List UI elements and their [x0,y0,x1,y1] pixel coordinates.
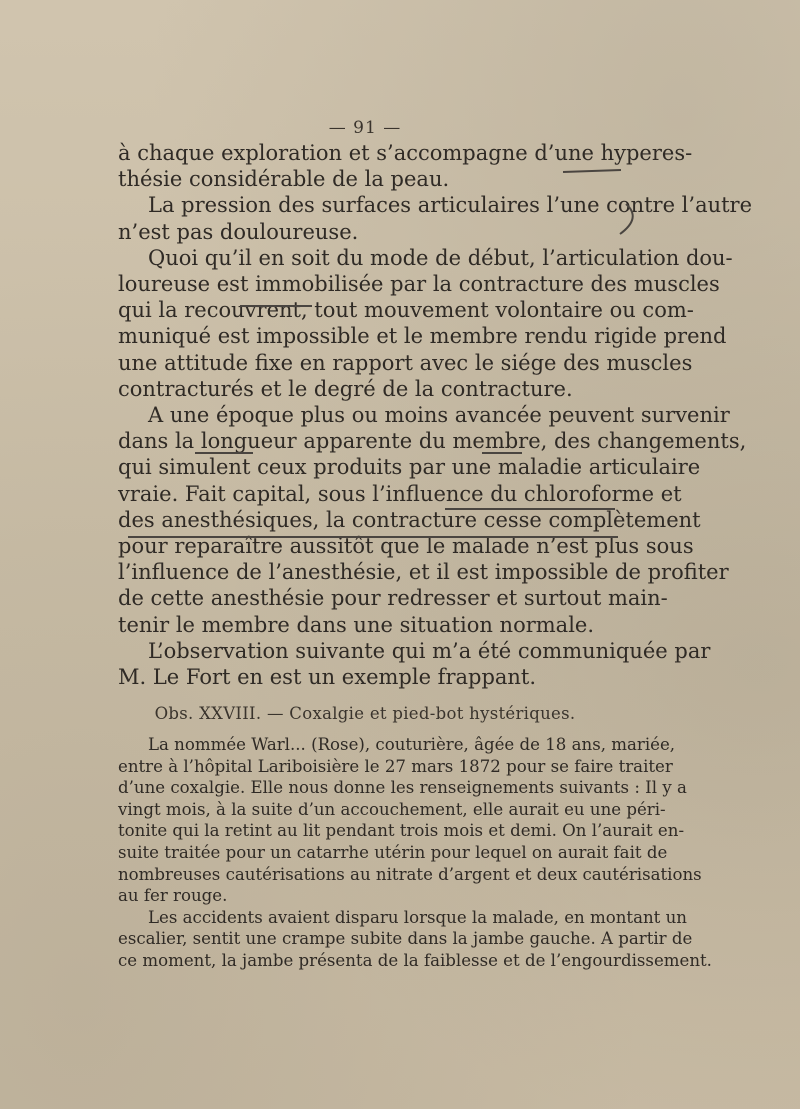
text-line: au fer rouge. [118,886,228,906]
text-line: l’influence de l’anesthésie, et il est impossible de profiter [118,560,729,585]
pencil-underline [482,452,522,454]
observation-title: Obs. XXVIII. — Coxalgie et pied-bot hystériques. [154,704,576,723]
text-line: suite traitée pour un catarrhe utérin pour lequel on aurait fait de [118,842,668,862]
text-line: qui la recouvrent, tout mouvement volontaire ou com- [118,298,694,323]
text-line: escalier, sentit une crampe subite dans la jambe gauche. A partir de [118,929,693,949]
text-line: ce moment, la jambe présenta de la faiblesse et de l’engourdissement. [118,950,712,970]
text-line: thésie considérable de la peau. [118,167,450,192]
main-text [118,140,753,690]
page-number: — 91 — [328,118,402,138]
text-line: des anesthésiques, la contracture cesse complètement [118,507,701,532]
text-line: A une époque plus ou moins avancée peuvent survenir [148,403,730,428]
text-line: tenir le membre dans une situation normale. [118,612,595,637]
text-line: nombreuses cautérisations au nitrate d’argent et deux cautérisations [118,864,702,884]
pencil-underline [445,508,615,510]
text-line: une attitude fixe en rapport avec le siége des muscles [118,350,693,375]
observation-text [118,734,712,972]
pencil-underline [128,536,618,538]
text-line: d’une coxalgie. Elle nous donne les renseignements suivants : Il y a [118,778,687,798]
text-line: pour reparaître aussitôt que le malade n’est plus sous [118,534,694,559]
text-line: muniqué est impossible et le membre rendu rigide prend [118,324,727,349]
text-line: La nommée Warl... (Rose), couturière, âgée de 18 ans, mariée, [148,735,676,754]
text-line: vraie. Fait capital, sous l’influence du chloroforme et [118,481,682,506]
text-line: dans la longueur apparente du membre, des changements, [118,429,747,454]
text-line: de cette anesthésie pour redresser et surtout main- [118,586,668,611]
text-line: M. Le Fort en est un exemple frappant. [118,665,537,690]
pencil-bracket-icon [612,200,652,240]
text-line: loureuse est immobilisée par la contracture des muscles [118,272,720,297]
pencil-underline [240,305,312,307]
text-line: contracturés et le degré de la contracture. [118,376,573,401]
text-line: vingt mois, à la suite d’un accouchement, elle aurait eu une péri- [118,799,666,819]
text-line: entre à l’hôpital Lariboisière le 27 mars 1872 pour se faire traiter [118,756,673,776]
pencil-underline [195,452,253,454]
text-line: à chaque exploration et s’accompagne d’une hyperes- [118,141,693,165]
text-line: Les accidents avaient disparu lorsque la malade, en montant un [148,907,687,927]
text-line: qui simulent ceux produits par une maladie articulaire [118,455,701,480]
text-line: n’est pas douloureuse. [118,219,359,244]
text-line: tonite qui la retint au lit pendant trois mois et demi. On l’aurait en- [118,821,685,841]
text-line: La pression des surfaces articulaires l’une contre l’autre [148,193,753,218]
text-line: L’observation suivante qui m’a été communiquée par [148,638,711,663]
text-line: Quoi qu’il en soit du mode de début, l’articulation dou- [148,245,733,270]
